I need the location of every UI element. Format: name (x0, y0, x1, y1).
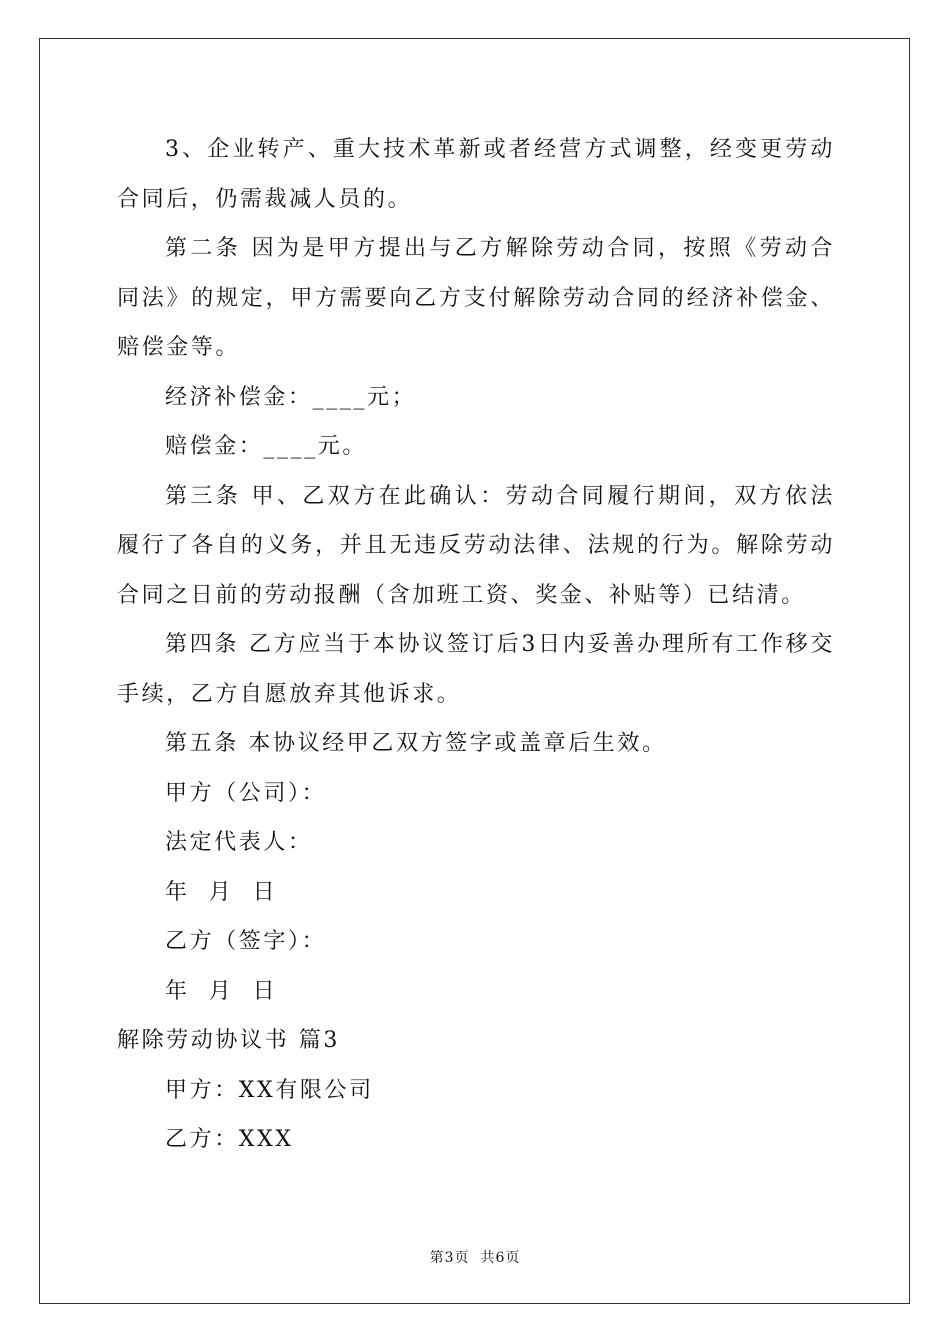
date-line-party-a: 年 月 日 (165, 879, 278, 905)
paragraph-article-4: 第四条 乙方应当于本协议签订后3日内妥善办理所有工作移交手续，乙方自愿放弃其他诉求。 (117, 632, 835, 707)
paragraph-clause-3: 3、企业转产、重大技术革新或者经营方式调整，经变更劳动合同后，仍需裁减人员的。 (117, 137, 835, 212)
signature-legal-representative: 法定代表人： (165, 830, 313, 855)
paragraph-article-2: 第二条 因为是甲方提出与乙方解除劳动合同，按照《劳动合同法》的规定，甲方需要向乙方支付解除劳动合同的经济补偿金、赔偿金等。 (117, 236, 835, 360)
line-compensation: 赔偿金：____元。 (165, 434, 368, 459)
party-a-name: 甲方：XX有限公司 (165, 1077, 374, 1103)
signature-party-a: 甲方（公司）： (165, 780, 327, 806)
paragraph-article-3: 第三条 甲、乙双方在此确认：劳动合同履行期间，双方依法履行了各自的义务，并且无违反劳动法律、法规的行为。解除劳动合同之日前的劳动报酬（含加班工资、奖金、补贴等）已结清。 (117, 483, 835, 608)
line-economic-compensation: 经济补偿金：____元； (165, 384, 417, 410)
page-number-footer: 第3页 共6页 (429, 1250, 521, 1266)
line-article-5: 第五条 本协议经甲乙双方签字或盖章后生效。 (165, 731, 667, 756)
signature-party-b: 乙方（签字）： (165, 929, 327, 954)
date-line-party-b: 年 月 日 (165, 978, 278, 1004)
party-b-name: 乙方：XXX (165, 1127, 294, 1152)
document-body (117, 125, 835, 1165)
section-heading: 解除劳动协议书 篇3 (117, 1028, 340, 1053)
